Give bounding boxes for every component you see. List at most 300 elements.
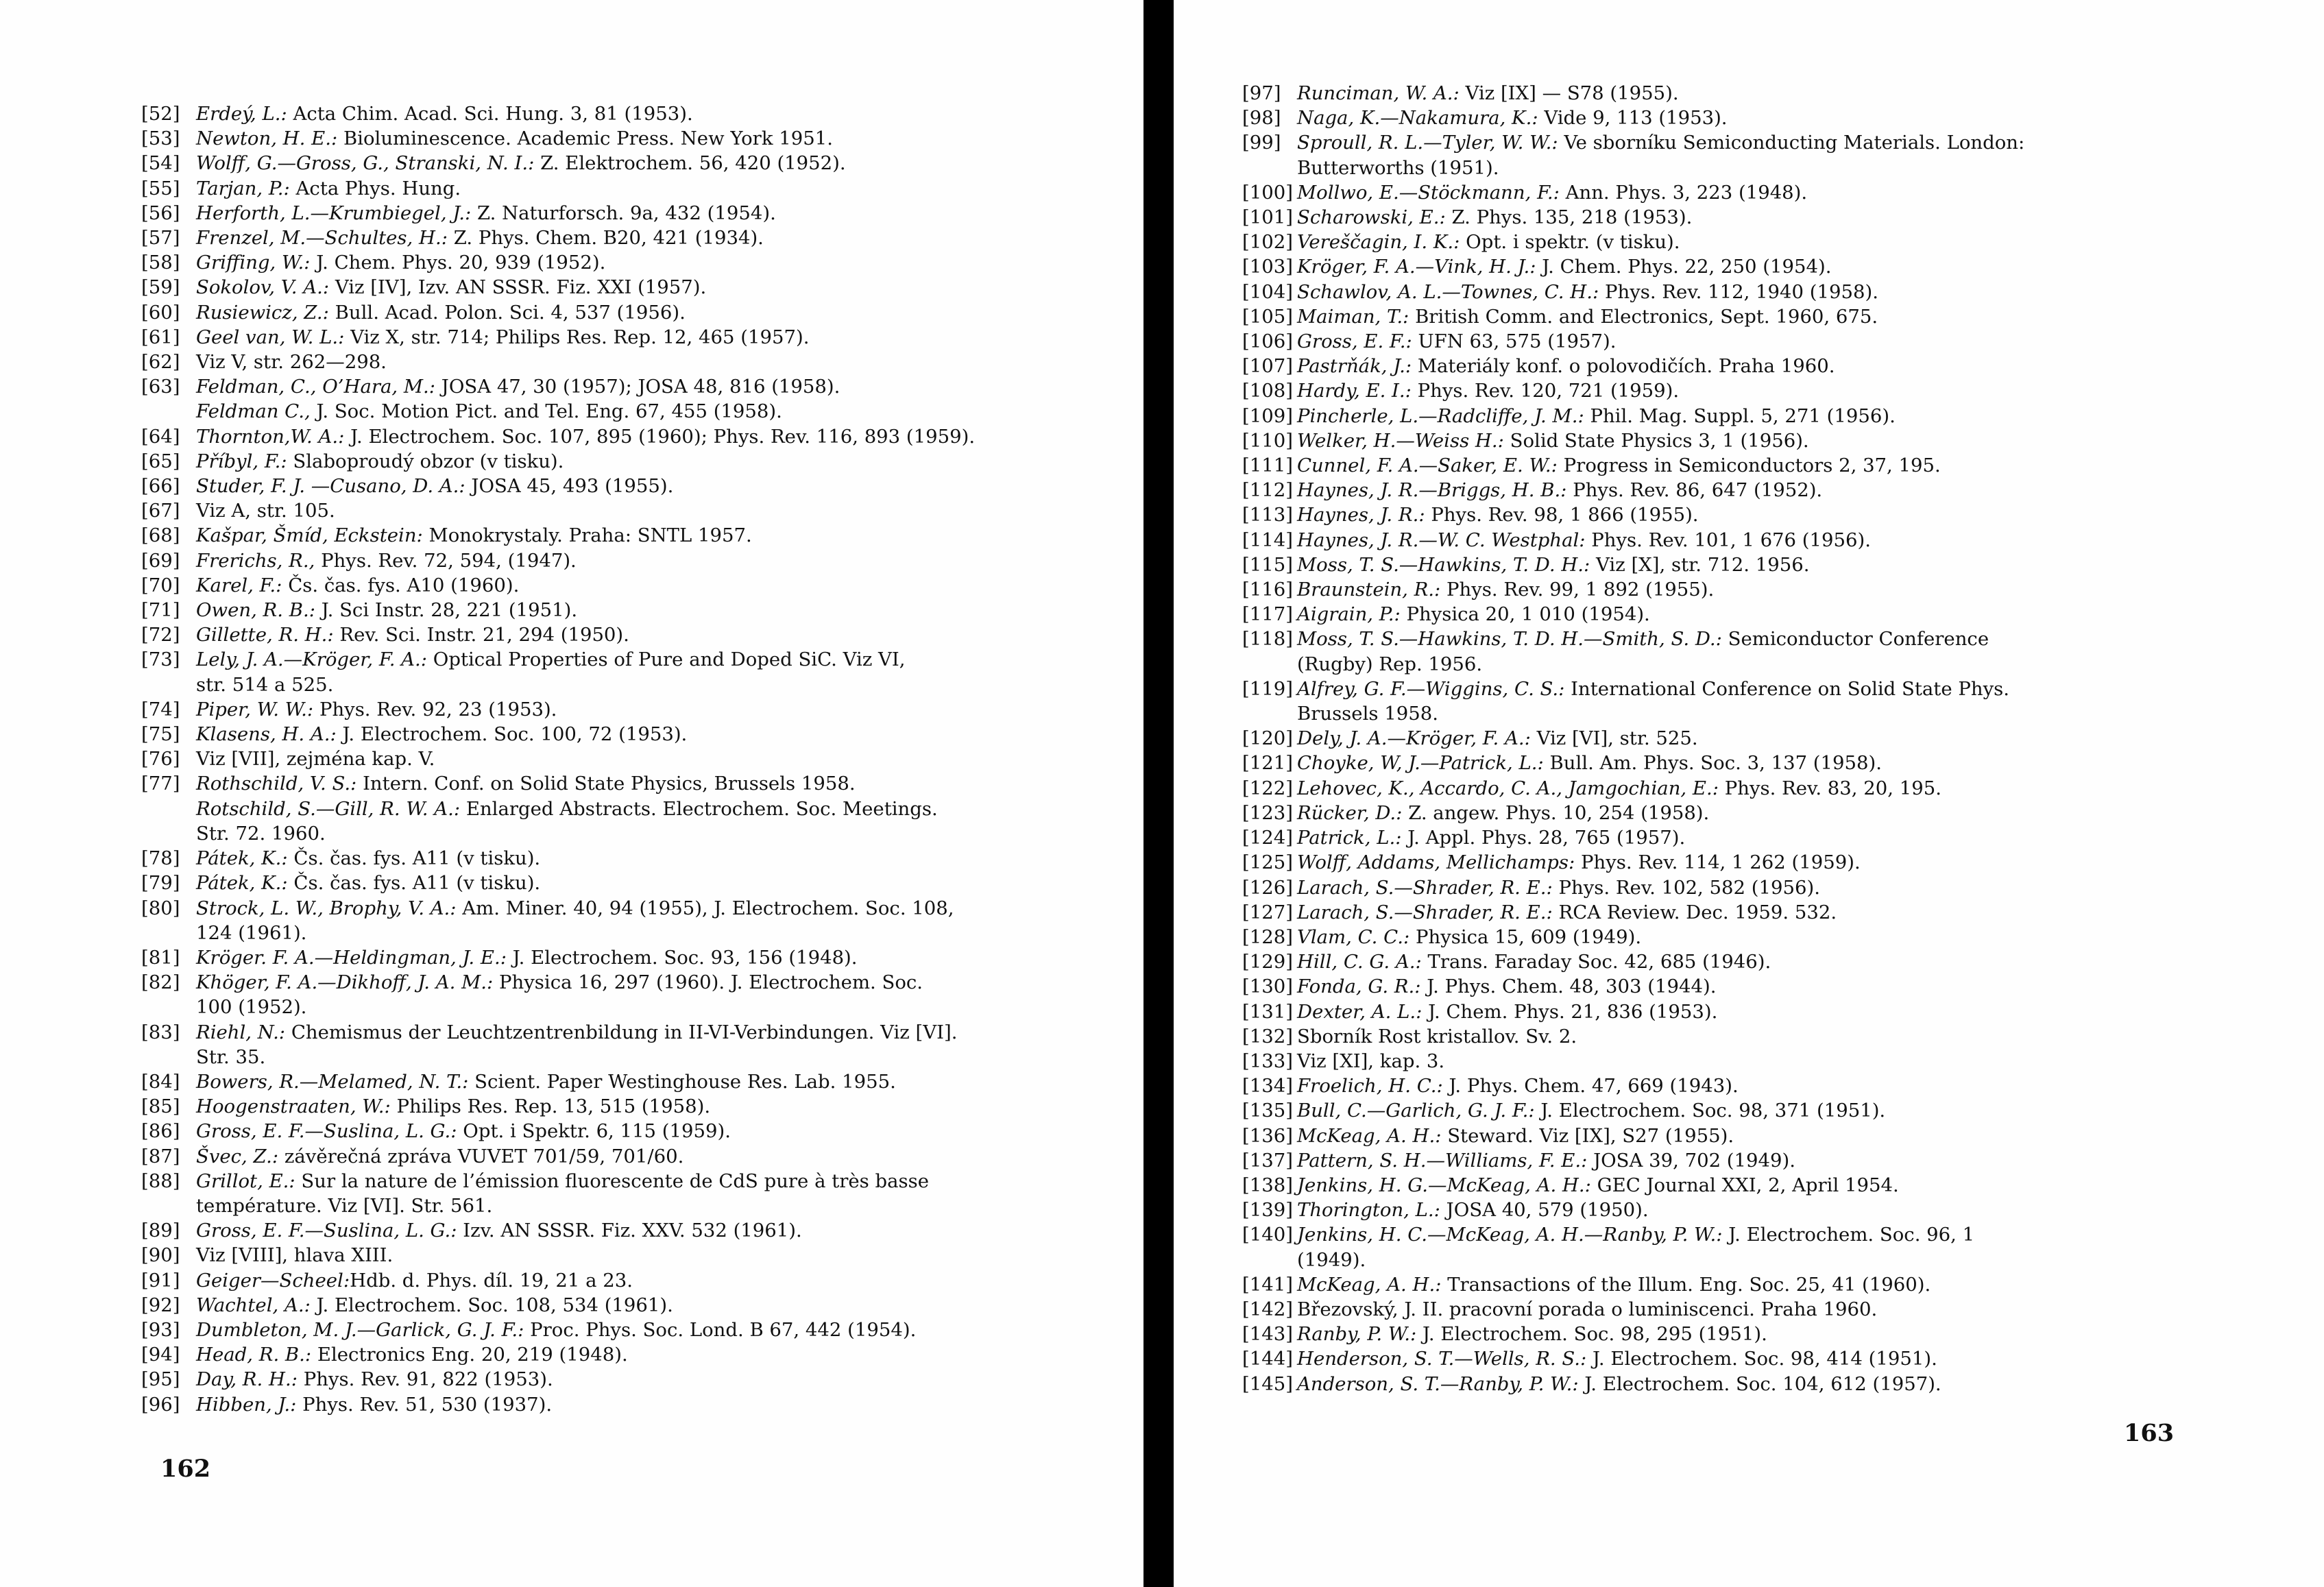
reference-author: Owen, R. B.: xyxy=(196,599,315,622)
reference-number: [110] xyxy=(1242,429,1293,452)
reference-text: JOSA 40, 579 (1950). xyxy=(1440,1199,1649,1222)
reference-line xyxy=(196,970,1128,995)
reference-text: J. Phys. Chem. 48, 303 (1944). xyxy=(1420,976,1717,998)
reference-line xyxy=(1297,776,2312,801)
reference-author: Lely, J. A.—Kröger, F. A.: xyxy=(196,649,428,671)
reference-line xyxy=(1297,602,2312,627)
reference-entry xyxy=(141,1392,1128,1417)
reference-text: Viz [XI], kap. 3. xyxy=(1297,1050,1445,1072)
reference-number: [119] xyxy=(1242,677,1293,700)
reference-line xyxy=(1297,528,2312,553)
reference-entry xyxy=(141,201,1128,226)
reference-entry xyxy=(141,1367,1128,1392)
reference-line xyxy=(196,945,1128,970)
reference-number: [72] xyxy=(141,624,180,646)
reference-number: [104] xyxy=(1242,280,1293,303)
reference-text: J. Appl. Phys. 28, 765 (1957). xyxy=(1401,827,1686,849)
reference-line xyxy=(196,896,1128,921)
reference-author: Klasens, H. A.: xyxy=(196,723,337,746)
reference-text: Materiály konf. o polovodičích. Praha 1960. xyxy=(1412,355,1835,378)
reference-entry xyxy=(1242,106,2312,130)
reference-line xyxy=(1297,180,2312,205)
reference-author: Haynes, J. R.: xyxy=(1297,504,1425,526)
reference-number: [140] xyxy=(1242,1224,1293,1246)
reference-entry xyxy=(141,1119,1128,1143)
reference-text: Phys. Rev. 51, 530 (1937). xyxy=(296,1393,553,1416)
reference-line xyxy=(196,1293,1128,1318)
reference-number: [95] xyxy=(141,1368,180,1391)
reference-number: [71] xyxy=(141,599,180,622)
reference-text: Sborník Rost kristallov. Sv. 2. xyxy=(1297,1025,1577,1047)
reference-text: (Rugby) Rep. 1956. xyxy=(1297,653,1483,675)
reference-number: [144] xyxy=(1242,1348,1293,1370)
reference-number: [68] xyxy=(141,524,180,547)
reference-text: JOSA 47, 30 (1957); JOSA 48, 816 (1958). xyxy=(435,376,840,398)
reference-entry xyxy=(141,697,1128,722)
reference-author: Gross, E. F.: xyxy=(1297,330,1412,353)
reference-line xyxy=(1297,751,2312,775)
reference-author: Rotschild, S.—Gill, R. W. A.: xyxy=(196,797,461,820)
reference-text: Z. Phys. 135, 218 (1953). xyxy=(1445,206,1693,229)
reference-line xyxy=(1297,1198,2312,1222)
reference-text: Bull. Acad. Polon. Sci. 4, 537 (1956). xyxy=(328,301,686,324)
reference-text: JOSA 45, 493 (1955). xyxy=(465,475,674,498)
reference-line xyxy=(196,126,1128,151)
reference-author: Karel, F.: xyxy=(196,574,282,596)
reference-author: Jenkins, H. G.—McKeag, A. H.: xyxy=(1297,1174,1591,1196)
reference-text: Phys. Rev. 102, 582 (1956). xyxy=(1552,876,1820,899)
reference-entry xyxy=(1242,875,2312,900)
reference-number: [74] xyxy=(141,698,180,720)
reference-text: International Conference on Solid State Phys. xyxy=(1564,677,2009,700)
reference-text: Viz [IX] — S78 (1955). xyxy=(1459,82,1679,104)
reference-text: Viz A, str. 105. xyxy=(196,500,335,522)
reference-number: [82] xyxy=(141,971,180,994)
reference-text: Z. angew. Phys. 10, 254 (1958). xyxy=(1402,801,1710,824)
reference-line xyxy=(196,722,1128,747)
reference-text: Hdb. d. Phys. díl. 19, 21 a 23. xyxy=(350,1269,633,1292)
reference-entry xyxy=(1242,453,2312,478)
reference-author: Head, R. B.: xyxy=(196,1344,312,1366)
reference-number: [99] xyxy=(1242,132,1281,154)
reference-line xyxy=(196,598,1128,622)
reference-number: [116] xyxy=(1242,579,1293,601)
reference-text: Phys. Rev. 91, 822 (1953). xyxy=(298,1368,553,1391)
reference-text: str. 514 a 525. xyxy=(196,673,334,696)
reference-line xyxy=(1297,453,2312,478)
reference-number: [81] xyxy=(141,946,180,969)
reference-text: J. Soc. Motion Pict. and Tel. Eng. 67, 455 (1958). xyxy=(310,400,782,423)
reference-line xyxy=(1297,1272,2312,1297)
reference-text: Acta Chim. Acad. Sci. Hung. 3, 81 (1953). xyxy=(287,103,693,125)
reference-text: Viz [VIII], hlava XIII. xyxy=(196,1244,394,1267)
reference-entry xyxy=(1242,677,2312,726)
reference-text: Str. 35. xyxy=(196,1045,266,1068)
reference-text: závěrečná zpráva VUVET 701/59, 701/60. xyxy=(278,1145,684,1167)
reference-author: Bull, C.—Garlich, G. J. F.: xyxy=(1297,1100,1535,1122)
reference-line xyxy=(1297,801,2312,825)
reference-entry xyxy=(141,1268,1128,1293)
reference-line xyxy=(1297,502,2312,527)
reference-author: Hardy, E. I.: xyxy=(1297,380,1412,402)
reference-author: Scharowski, E.: xyxy=(1297,206,1446,229)
reference-author: Schawlov, A. L.—Townes, C. H.: xyxy=(1297,280,1599,303)
reference-author: Kröger, F. A.—Vink, H. J.: xyxy=(1297,256,1536,278)
reference-line xyxy=(196,151,1128,175)
reference-text: J. Electrochem. Soc. 98, 414 (1951). xyxy=(1586,1348,1937,1370)
reference-author: Jenkins, H. C.—McKeag, A. H.—Ranby, P. W.: xyxy=(1297,1224,1723,1246)
reference-entry xyxy=(141,1293,1128,1318)
reference-author: Hibben, J.: xyxy=(196,1393,297,1416)
reference-line xyxy=(196,1194,1128,1218)
reference-entry xyxy=(141,598,1128,622)
reference-text: Phys. Rev. 83, 20, 195. xyxy=(1718,777,1941,799)
reference-entry xyxy=(1242,378,2312,403)
reference-author: Pastrňák, J.: xyxy=(1297,355,1412,378)
reference-entry xyxy=(1242,329,2312,354)
reference-text: Opt. i Spektr. 6, 115 (1959). xyxy=(457,1120,731,1143)
reference-line xyxy=(196,523,1128,548)
reference-line xyxy=(1297,404,2312,428)
reference-author: Pincherle, L.—Radcliffe, J. M.: xyxy=(1297,404,1584,427)
reference-number: [108] xyxy=(1242,380,1293,402)
reference-entry xyxy=(1242,180,2312,205)
reference-line xyxy=(1297,1222,2312,1247)
reference-author: Wolff, G.—Gross, G., Stranski, N. I.: xyxy=(196,152,535,175)
reference-number: [86] xyxy=(141,1120,180,1143)
reference-author: Thorington, L.: xyxy=(1297,1199,1440,1222)
reference-line xyxy=(196,673,1128,697)
reference-entry xyxy=(1242,1198,2312,1222)
reference-text: Optical Properties of Pure and Doped SiC. Viz VI, xyxy=(427,649,906,671)
reference-line xyxy=(196,498,1128,523)
reference-entry xyxy=(1242,1173,2312,1198)
reference-author: Welker, H.—Weiss H.: xyxy=(1297,429,1504,452)
reference-text: Phys. Rev. 72, 594, (1947). xyxy=(315,549,577,572)
reference-line xyxy=(1297,553,2312,577)
reference-number: [138] xyxy=(1242,1174,1293,1196)
reference-line xyxy=(1297,850,2312,875)
reference-number: [125] xyxy=(1242,851,1293,874)
reference-entry xyxy=(1242,553,2312,577)
reference-entry xyxy=(141,101,1128,126)
reference-author: Newton, H. E.: xyxy=(196,128,338,150)
reference-entry xyxy=(141,449,1128,474)
reference-number: [55] xyxy=(141,177,180,199)
reference-number: [143] xyxy=(1242,1323,1293,1346)
reference-line xyxy=(196,176,1128,201)
reference-author: Frerichs, R., xyxy=(196,549,315,572)
reference-text: GEC Journal XXI, 2, April 1954. xyxy=(1590,1174,1899,1196)
reference-line xyxy=(1297,1000,2312,1024)
reference-number: [137] xyxy=(1242,1149,1293,1172)
reference-entry xyxy=(1242,1024,2312,1049)
reference-line xyxy=(1297,949,2312,974)
reference-text: Sur la nature de l’émission fluorescente de CdS pure à très basse xyxy=(295,1170,930,1192)
reference-line xyxy=(196,424,1128,449)
reference-number: [106] xyxy=(1242,330,1293,353)
reference-line xyxy=(196,1392,1128,1417)
reference-line xyxy=(1297,1148,2312,1173)
reference-text: Z. Phys. Chem. B20, 421 (1934). xyxy=(448,227,764,250)
reference-number: [107] xyxy=(1242,355,1293,378)
reference-author: Vlam, C. C.: xyxy=(1297,925,1410,948)
reference-text: Viz [VI], str. 525. xyxy=(1530,727,1698,750)
reference-number: [56] xyxy=(141,202,180,224)
reference-author: Rusiewicz, Z.: xyxy=(196,301,329,324)
reference-line xyxy=(196,821,1128,846)
reference-line xyxy=(1297,428,2312,453)
reference-line xyxy=(196,399,1128,424)
reference-author: Larach, S.—Shrader, R. E.: xyxy=(1297,876,1553,899)
reference-text: J. Chem. Phys. 21, 836 (1953). xyxy=(1422,1000,1718,1023)
reference-author: Alfrey, G. F.—Wiggins, C. S.: xyxy=(1297,677,1565,700)
reference-text: Viz X, str. 714; Philips Res. Rep. 12, 465 (1957). xyxy=(344,326,810,348)
reference-number: [66] xyxy=(141,475,180,498)
reference-line xyxy=(1297,875,2312,900)
reference-entry xyxy=(141,1318,1128,1342)
reference-line xyxy=(196,1268,1128,1293)
reference-entry xyxy=(1242,1346,2312,1371)
reference-entry xyxy=(1242,81,2312,106)
reference-line xyxy=(196,548,1128,573)
reference-author: Tarjan, P.: xyxy=(196,177,290,199)
reference-author: Příbyl, F.: xyxy=(196,450,287,472)
reference-author: Haynes, J. R.—Briggs, H. B.: xyxy=(1297,479,1567,502)
page-number-left: 162 xyxy=(160,1455,211,1483)
reference-line xyxy=(1297,1248,2312,1272)
reference-line xyxy=(196,275,1128,300)
reference-entry xyxy=(141,151,1128,175)
reference-number: [105] xyxy=(1242,305,1293,328)
reference-entry xyxy=(1242,801,2312,825)
reference-entry xyxy=(141,300,1128,325)
reference-number: [136] xyxy=(1242,1124,1293,1147)
reference-line xyxy=(1297,677,2312,701)
reference-text: (1949). xyxy=(1297,1248,1366,1271)
reference-line xyxy=(1297,304,2312,329)
reference-number: [88] xyxy=(141,1170,180,1192)
page-number-right: 163 xyxy=(2124,1419,2175,1447)
reference-number: [67] xyxy=(141,500,180,522)
reference-number: [111] xyxy=(1242,455,1293,477)
reference-text: Phys. Rev. 120, 721 (1959). xyxy=(1411,380,1680,402)
reference-number: [117] xyxy=(1242,603,1293,626)
reference-entry xyxy=(1242,726,2312,751)
reference-text: Viz [X], str. 712. 1956. xyxy=(1590,553,1810,576)
reference-number: [94] xyxy=(141,1344,180,1366)
reference-author: Griffing, W.: xyxy=(196,252,311,274)
reference-text: J. Sci Instr. 28, 221 (1951). xyxy=(315,599,578,622)
reference-entry xyxy=(1242,850,2312,875)
reference-text: Solid State Physics 3, 1 (1956). xyxy=(1503,429,1809,452)
reference-text: Z. Elektrochem. 56, 420 (1952). xyxy=(534,152,846,175)
reference-entry xyxy=(141,573,1128,598)
reference-entry xyxy=(141,498,1128,523)
left-page xyxy=(0,0,1143,1587)
reference-entry xyxy=(141,126,1128,151)
reference-author: Runciman, W. A.: xyxy=(1297,82,1460,104)
reference-author: Geiger—Scheel: xyxy=(196,1269,350,1292)
reference-entry xyxy=(1242,627,2312,676)
reference-line xyxy=(196,1169,1128,1194)
reference-entry xyxy=(1242,1297,2312,1322)
reference-number: [53] xyxy=(141,128,180,150)
reference-text: J. Electrochem. Soc. 96, 1 xyxy=(1722,1224,1975,1246)
reference-entry xyxy=(1242,1322,2312,1346)
reference-line xyxy=(1297,106,2312,130)
reference-entry xyxy=(1242,900,2312,925)
reference-line xyxy=(1297,230,2312,254)
reference-entry xyxy=(141,424,1128,449)
reference-line xyxy=(196,921,1128,945)
reference-entry xyxy=(141,970,1128,1019)
reference-line xyxy=(196,1243,1128,1268)
reference-author: Choyke, W, J.—Patrick, L.: xyxy=(1297,752,1544,775)
reference-text: Physica 15, 609 (1949). xyxy=(1409,925,1642,948)
reference-entry xyxy=(1242,1372,2312,1396)
reference-entry xyxy=(1242,354,2312,378)
book-spine-gutter xyxy=(1143,0,1174,1587)
reference-number: [58] xyxy=(141,252,180,274)
reference-author: Hoogenstraaten, W.: xyxy=(196,1095,391,1118)
reference-line xyxy=(196,1020,1128,1045)
reference-text: Chemismus der Leuchtzentrenbildung in II-VI-Verbindungen. Viz [VI]. xyxy=(285,1021,958,1043)
reference-entry xyxy=(141,1144,1128,1169)
reference-number: [130] xyxy=(1242,976,1293,998)
reference-text: Butterworths (1951). xyxy=(1297,156,1499,179)
reference-line xyxy=(196,350,1128,374)
reference-entry xyxy=(1242,1124,2312,1148)
reference-text: Viz [VII], zejména kap. V. xyxy=(196,748,435,771)
reference-author: Patrick, L.: xyxy=(1297,827,1402,849)
reference-text: Physica 16, 297 (1960). J. Electrochem. Soc. xyxy=(493,971,923,994)
reference-author: Pátek, K.: xyxy=(196,847,288,870)
reference-author: Vereščagin, I. K.: xyxy=(1297,231,1460,254)
reference-author: Frenzel, M.—Schultes, H.: xyxy=(196,227,448,250)
reference-author: Herforth, L.—Krumbiegel, J.: xyxy=(196,202,472,224)
reference-line xyxy=(196,573,1128,598)
reference-line xyxy=(196,622,1128,647)
reference-entry xyxy=(141,871,1128,895)
reference-number: [135] xyxy=(1242,1100,1293,1122)
reference-line xyxy=(1297,1346,2312,1371)
reference-line xyxy=(196,474,1128,498)
reference-text: Physica 20, 1 010 (1954). xyxy=(1400,603,1650,626)
reference-number: [64] xyxy=(141,425,180,448)
reference-number: [118] xyxy=(1242,628,1293,651)
reference-text: Phys. Rev. 101, 1 676 (1956). xyxy=(1585,529,1871,551)
reference-author: Braunstein, R.: xyxy=(1297,579,1441,601)
reference-text: J. Electrochem. Soc. 98, 295 (1951). xyxy=(1416,1323,1767,1346)
reference-entry xyxy=(1242,602,2312,627)
reference-text: Trans. Faraday Soc. 42, 685 (1946). xyxy=(1421,951,1771,973)
reference-text: J. Phys. Chem. 47, 669 (1943). xyxy=(1442,1075,1739,1098)
reference-line xyxy=(196,1045,1128,1069)
reference-line xyxy=(1297,652,2312,677)
reference-line xyxy=(1297,925,2312,949)
reference-line xyxy=(196,846,1128,871)
reference-number: [129] xyxy=(1242,951,1293,973)
reference-entry xyxy=(1242,1049,2312,1074)
reference-author: Rücker, D.: xyxy=(1297,801,1403,824)
reference-entry xyxy=(141,1218,1128,1243)
reference-author: Anderson, S. T.—Ranby, P. W.: xyxy=(1297,1372,1579,1395)
reference-text: Brussels 1958. xyxy=(1297,703,1438,725)
reference-text: Izv. AN SSSR. Fiz. XXV. 532 (1961). xyxy=(457,1220,802,1242)
reference-line xyxy=(196,1094,1128,1119)
reference-author: Bowers, R.—Melamed, N. T.: xyxy=(196,1070,469,1093)
reference-entry xyxy=(141,1243,1128,1268)
reference-entry xyxy=(1242,825,2312,850)
reference-author: Henderson, S. T.—Wells, R. S.: xyxy=(1297,1348,1587,1370)
reference-text: Čs. čas. fys. A11 (v tisku). xyxy=(287,872,541,895)
reference-text: Rev. Sci. Instr. 21, 294 (1950). xyxy=(333,624,629,646)
reference-entry xyxy=(1242,577,2312,602)
reference-author: Pátek, K.: xyxy=(196,872,288,895)
reference-author: Hill, C. G. A.: xyxy=(1297,951,1422,973)
reference-line xyxy=(1297,280,2312,304)
reference-author: Pattern, S. H.—Williams, F. E.: xyxy=(1297,1149,1588,1172)
reference-line xyxy=(1297,354,2312,378)
reference-entry xyxy=(141,176,1128,201)
reference-entry xyxy=(1242,776,2312,801)
reference-entry xyxy=(141,1169,1128,1218)
reference-line xyxy=(1297,900,2312,925)
reference-author: Wachtel, A.: xyxy=(196,1294,311,1316)
reference-author: Gross, E. F.—Suslina, L. G.: xyxy=(196,1120,457,1143)
reference-line xyxy=(196,201,1128,226)
reference-line xyxy=(1297,156,2312,180)
reference-line xyxy=(1297,1124,2312,1148)
reference-line xyxy=(1297,1098,2312,1123)
reference-text: Slaboproudý obzor (v tisku). xyxy=(287,450,564,472)
reference-author: Feldman, C., O’Hara, M.: xyxy=(196,376,436,398)
reference-line xyxy=(1297,378,2312,403)
reference-entry xyxy=(1242,751,2312,775)
reference-text: Progress in Semiconductors 2, 37, 195. xyxy=(1557,455,1941,477)
reference-entry xyxy=(1242,925,2312,949)
reference-author: Rothschild, V. S.: xyxy=(196,773,357,795)
reference-entry xyxy=(141,350,1128,374)
reference-author: Khöger, F. A.—Dikhoff, J. A. M.: xyxy=(196,971,494,994)
reference-number: [59] xyxy=(141,276,180,299)
reference-number: [126] xyxy=(1242,876,1293,899)
reference-author: McKeag, A. H.: xyxy=(1297,1124,1442,1147)
reference-text: Phil. Mag. Suppl. 5, 271 (1956). xyxy=(1584,404,1896,427)
reference-number: [102] xyxy=(1242,231,1293,254)
reference-text: Bioluminescence. Academic Press. New York 1951. xyxy=(337,128,833,150)
reference-number: [103] xyxy=(1242,256,1293,278)
reference-text: 124 (1961). xyxy=(196,921,307,944)
reference-line xyxy=(1297,1074,2312,1098)
reference-list-left xyxy=(141,101,1128,1417)
reference-number: [52] xyxy=(141,103,180,125)
reference-entry xyxy=(1242,502,2312,527)
reference-entry xyxy=(1242,478,2312,502)
reference-number: [124] xyxy=(1242,827,1293,849)
reference-number: [121] xyxy=(1242,752,1293,775)
reference-line xyxy=(1297,329,2312,354)
reference-entry xyxy=(1242,304,2312,329)
reference-number: [100] xyxy=(1242,181,1293,204)
reference-text: Viz [IV], Izv. AN SSSR. Fiz. XXI (1957). xyxy=(329,276,707,299)
reference-text: Semiconductor Conference xyxy=(1721,628,1989,651)
reference-line xyxy=(196,747,1128,771)
reference-number: [80] xyxy=(141,897,180,919)
reference-text: Ann. Phys. 3, 223 (1948). xyxy=(1559,181,1808,204)
reference-entry xyxy=(141,747,1128,771)
